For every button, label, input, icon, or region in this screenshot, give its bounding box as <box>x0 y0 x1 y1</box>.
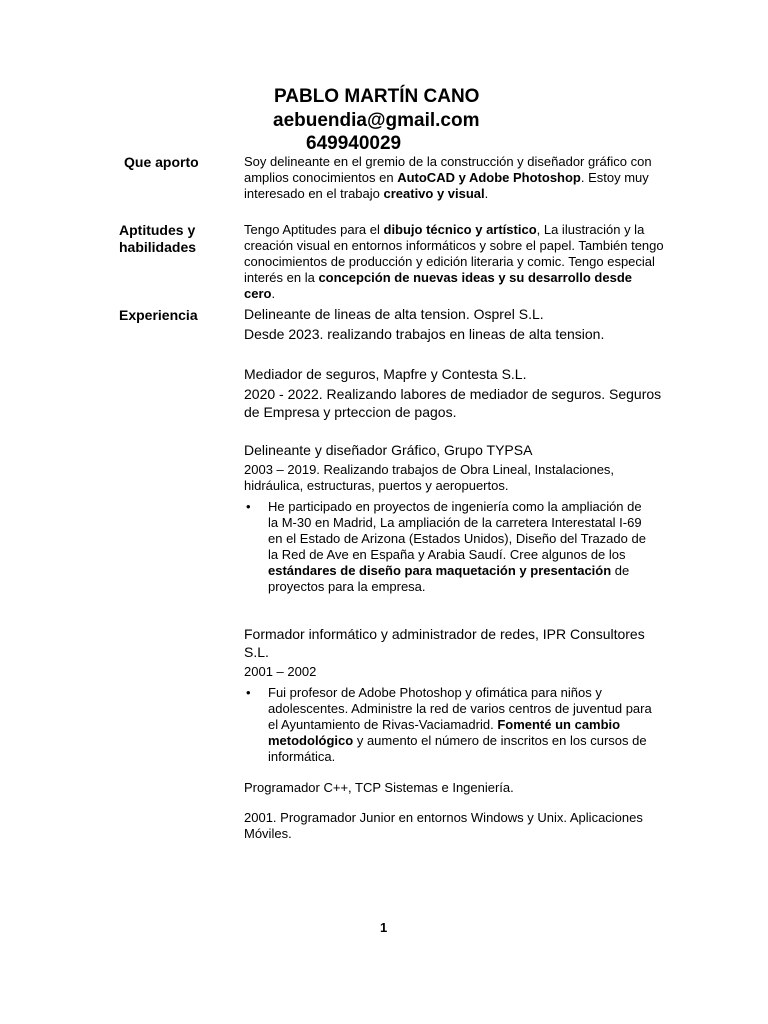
job-title: Delineante de lineas de alta tension. Osprel S.L. <box>244 306 544 322</box>
section-label-experiencia: Experiencia <box>119 307 198 323</box>
page-number: 1 <box>380 920 388 935</box>
candidate-phone: 649940029 <box>306 133 402 154</box>
body-text: . Estoy muy interesado en el trabajo <box>244 170 649 201</box>
job-description: 2001 – 2002 <box>244 664 317 679</box>
body-text: Fui profesor de Adobe Photoshop y ofimática para niños y adolescentes. Administre la red de varios centros de juventud para el Ayuntamiento de Rivas-Vaciamadrid. <box>268 685 652 732</box>
emphasis-text: creativo y visual <box>383 186 485 201</box>
job-bullet <box>244 685 654 765</box>
emphasis-text: concepción de nuevas ideas y su desarrollo desde cero <box>244 270 632 301</box>
job-title: Formador informático y administrador de redes, IPR Consultores S.L. <box>244 626 645 660</box>
candidate-email: aebuendia@gmail.com <box>273 110 480 131</box>
emphasis-text: AutoCAD y Adobe Photoshop <box>397 170 581 185</box>
job-description: 2003 – 2019. Realizando trabajos de Obra Lineal, Instalaciones, hidráulica, estructuras, puertos y aeropuertos. <box>244 462 615 493</box>
body-text: . <box>271 286 276 301</box>
body-text: Tengo Aptitudes para el <box>244 222 384 237</box>
body-text: He participado en proyectos de ingeniería como la ampliación de la M-30 en Madrid, La ampliación de la carretera Interestatal I-69 en el Estado de Arizona (Estados Unidos), Diseño del Trazado de la Red de Ave en España y Arabia Saudí. Cree algunos de los <box>268 499 646 562</box>
emphasis-text: estándares de diseño para maquetación y presentación <box>268 563 612 578</box>
job-title: Mediador de seguros, Mapfre y Contesta S.L. <box>244 366 527 382</box>
body-text: de proyectos para la empresa. <box>268 563 630 594</box>
job-description: Desde 2023. realizando trabajos en lineas de alta tension. <box>244 326 605 342</box>
body-text: , La ilustración y la creación visual en entornos informáticos y sobre el papel. También tengo conocimientos de producción y edición literaria y comic. Tengo especial interés en la <box>244 222 664 285</box>
body-text: y aumento el número de inscritos en los cursos de informática. <box>268 733 647 764</box>
aptitudes-text <box>244 222 664 302</box>
emphasis-text: dibujo técnico y artístico <box>383 222 537 237</box>
section-label-aporto: Que aporto <box>124 154 199 170</box>
job-bullets <box>244 499 654 595</box>
section-label-aptitudes <box>119 222 196 256</box>
job-bullet <box>244 499 654 595</box>
body-text: Soy delineante en el gremio de la construcción y diseñador gráfico con amplios conocimientos en <box>244 154 652 185</box>
body-text: . <box>484 186 489 201</box>
job-title: Programador C++, TCP Sistemas e Ingeniería. <box>244 780 514 795</box>
job-description: 2020 - 2022. Realizando labores de mediador de seguros. Seguros de Empresa y prteccion de pagos. <box>244 386 662 420</box>
job-bullets <box>244 685 654 765</box>
aporto-text <box>244 154 664 202</box>
emphasis-text: Fomenté un cambio metodológico <box>268 717 621 748</box>
section-label-aptitudes-line2: habilidades <box>119 239 197 255</box>
job-description: 2001. Programador Junior en entornos Windows y Unix. Aplicaciones Móviles. <box>244 810 643 841</box>
section-label-aptitudes-line1: Aptitudes y <box>119 222 196 238</box>
job-title: Delineante y diseñador Gráfico, Grupo TYPSA <box>244 442 533 458</box>
candidate-name: PABLO MARTÍN CANO <box>274 86 480 107</box>
